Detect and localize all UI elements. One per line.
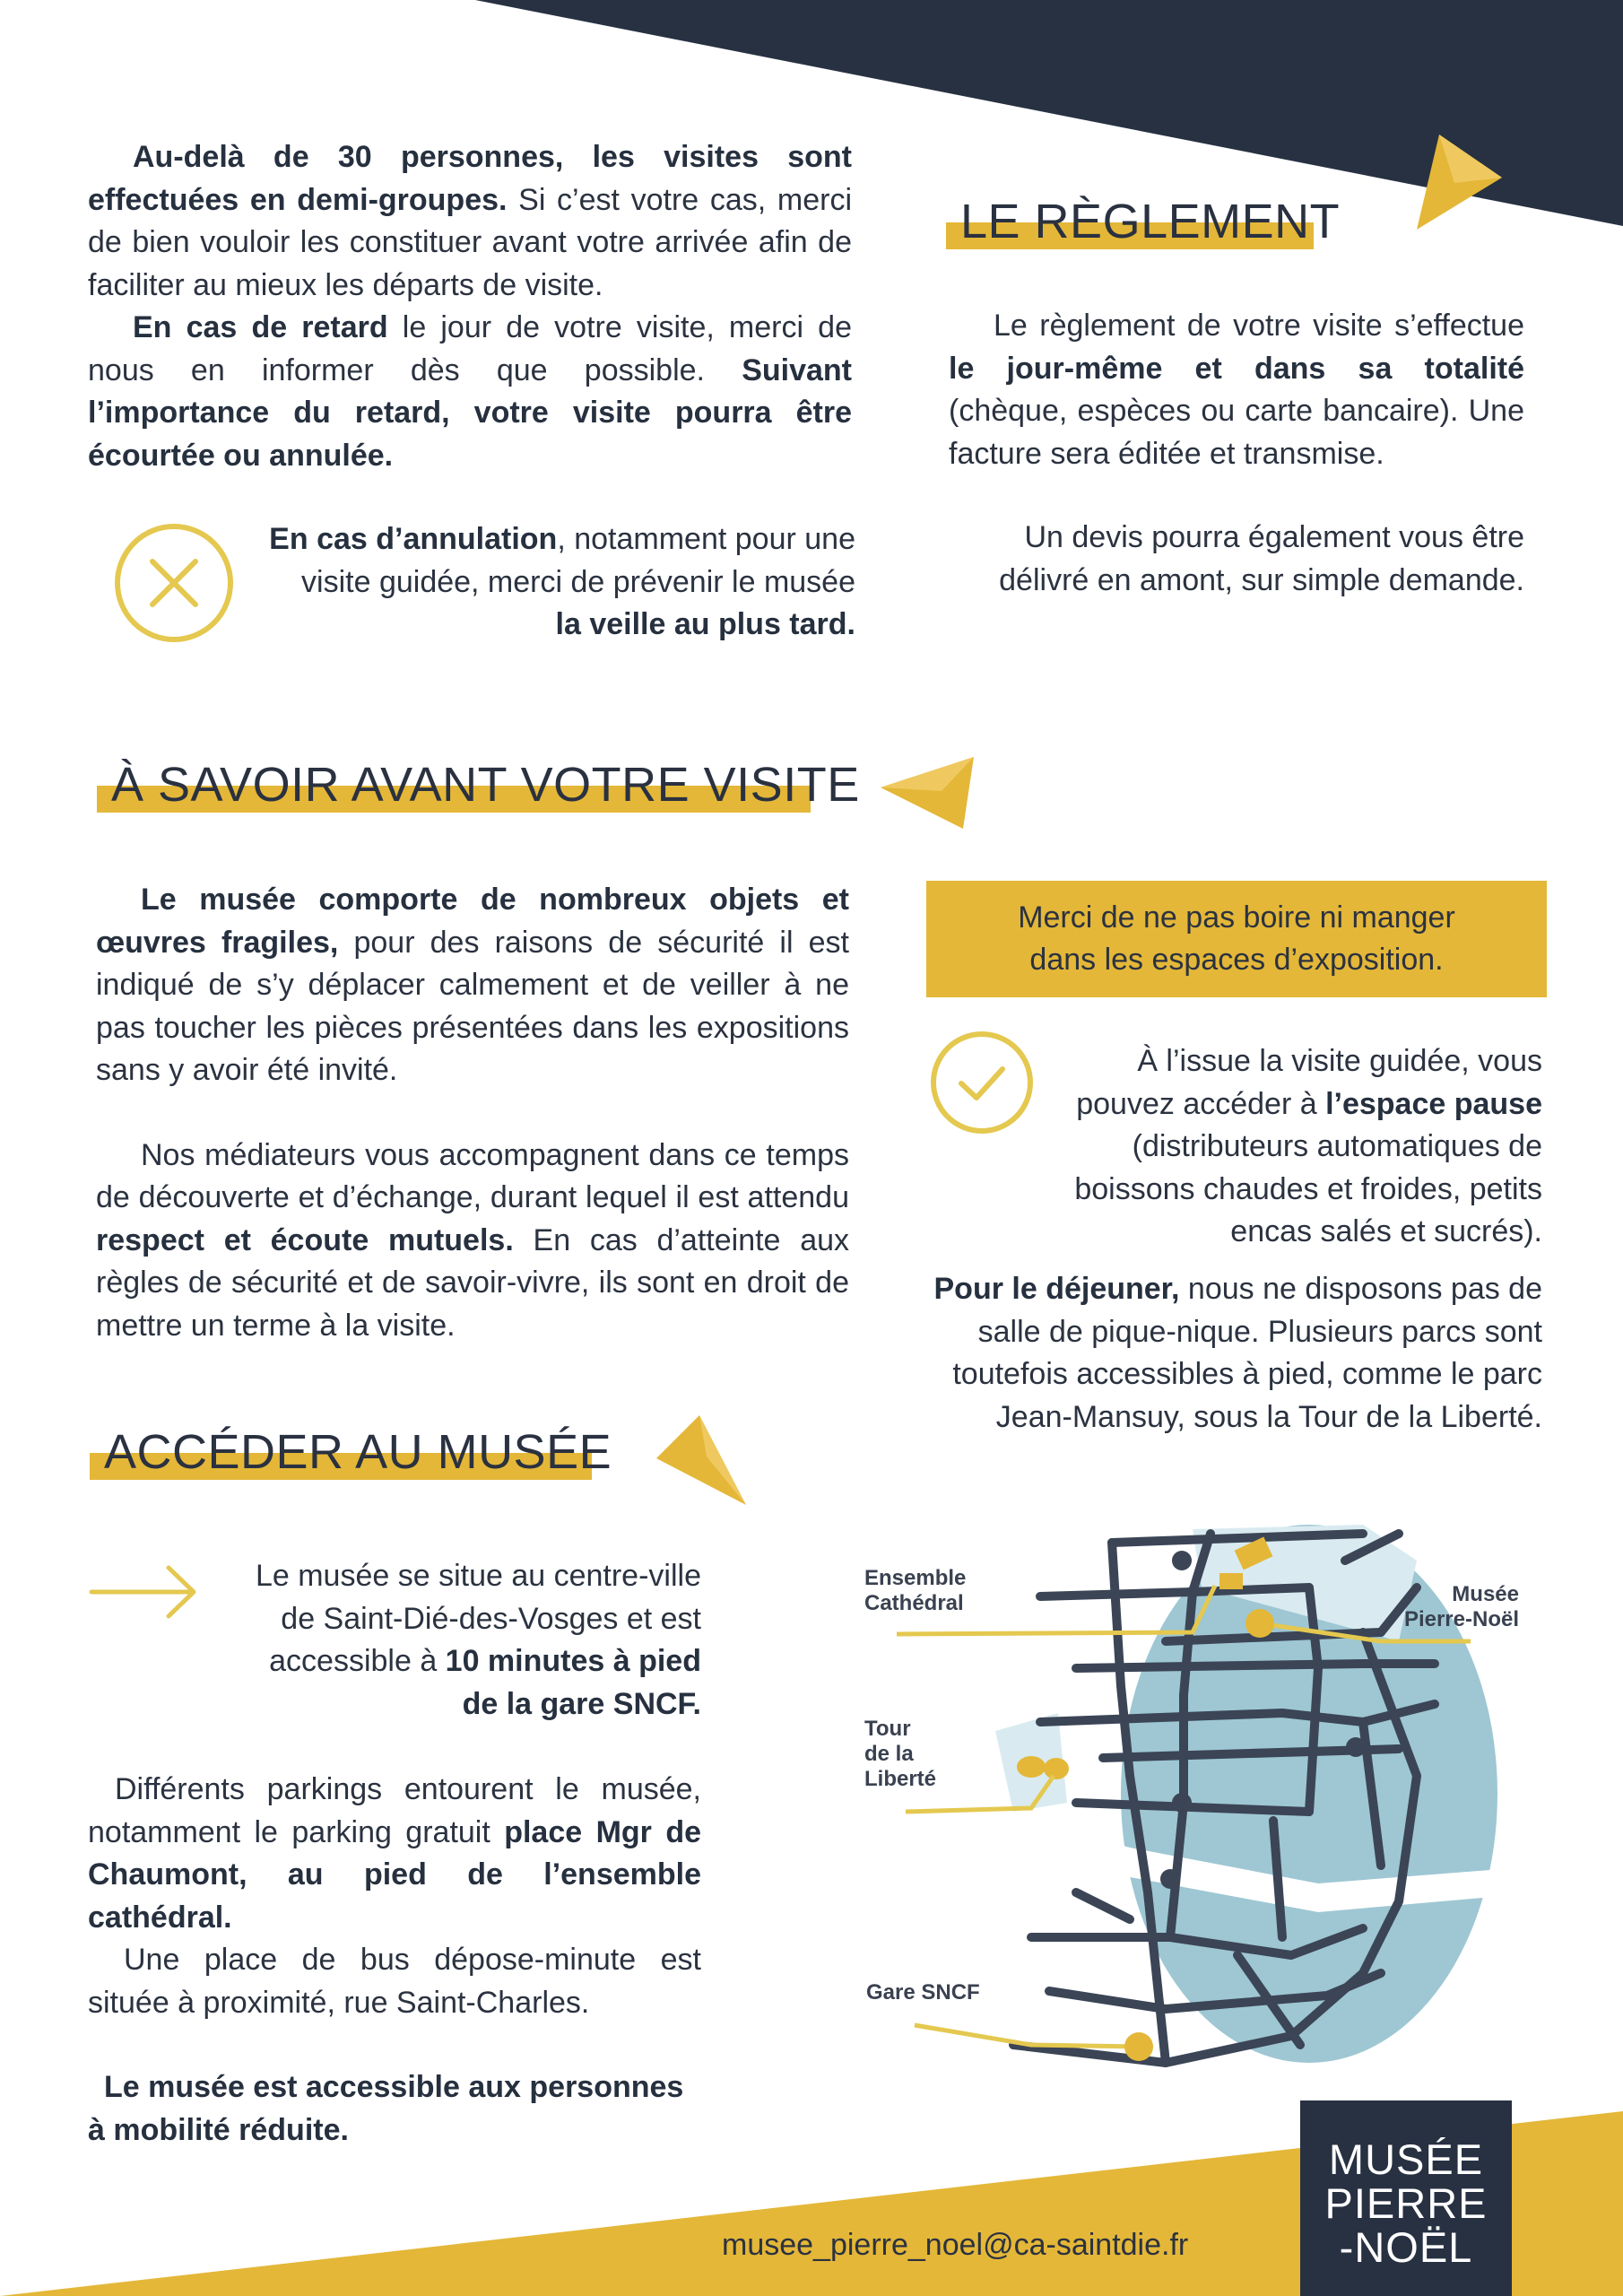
- map-label-tower: Tour de la Liberté: [864, 1717, 937, 1791]
- location-paragraph: Le musée se situe au centre-ville de Saint-Dié-des-Vosges et est accessible à 10 minutes à pied de la gare SNCF.: [255, 1559, 701, 1721]
- no-food-notice: Merci de ne pas boire ni manger dans les espaces d’exposition.: [926, 881, 1547, 997]
- paper-plane-up-icon: [655, 1413, 749, 1508]
- mediators-paragraph: Nos médiateurs vous accompagnent dans ce temps de découverte et d’échange, durant lequel il est attendu respect et écoute mutuels. En cas d’atteinte aux règles de sécurité et de savoir-vivre, ils sont en droit de mettre un terme à la visite.: [96, 1137, 850, 1343]
- accessibility-paragraph: Le musée est accessible aux personnes à mobilité réduite.: [88, 2070, 684, 2147]
- check-circle-icon: [929, 1030, 1035, 1135]
- bus-paragraph: Une place de bus dépose-minute est située à proximité, rue Saint-Charles.: [88, 1943, 701, 2020]
- cancellation-paragraph: En cas d’annulation, notamment pour une visite guidée, merci de prévenir le musée la veille au plus tard.: [269, 522, 855, 641]
- paper-plane-icon: [1408, 133, 1506, 231]
- quote-paragraph: Un devis pourra également vous être délivré en amont, sur simple demande.: [999, 520, 1524, 597]
- pause-area-paragraph: À l’issue la visite guidée, vous pouvez accéder à l’espace pause (distributeurs automatiques de boissons chaudes et froides, petits encas salés et sucrés).: [1074, 1044, 1542, 1248]
- map-label-station: Gare SNCF: [866, 1980, 980, 2005]
- paper-plane-left-icon: [879, 755, 977, 831]
- visit-groups-paragraph: Au-delà de 30 personnes, les visites sont effectuées en demi-groupes. Si c’est votre cas, merci de bien vouloir les constituer avant votre arrivée afin de faciliter au mieux les départs de visite. En cas de retard le jour de votre visite, merci de nous en informer dès que possible. Suivant l’importance du retard, votre visite pourra être écourtée ou annulée.: [88, 136, 852, 477]
- arrow-right-icon: [88, 1562, 201, 1622]
- map-label-museum: Musée Pierre-Noël: [1403, 1582, 1519, 1631]
- lunch-paragraph: Pour le déjeuner, nous ne disposons pas de salle de pique-nique. Plusieurs parcs sont toutefois accessibles à pied, comme le parc Jean-Mansuy, sous la Tour de la Liberté.: [933, 1272, 1542, 1434]
- parking-paragraph: Différents parkings entourent le musée, notamment le parking gratuit place Mgr de Chaumont, au pied de l’ensemble cathédral. Une place de bus dépose-minute est située à proximité, rue Saint-Charles.: [88, 1769, 701, 2024]
- acceder-heading: ACCÉDER AU MUSÉE: [90, 1424, 612, 1480]
- reglement-paragraph: Le règlement de votre visite s’effectue le jour-même et dans sa totalité (chèque, espèces ou carte bancaire). Une facture sera éditée et transmise.: [949, 309, 1524, 471]
- close-circle-icon: [113, 522, 235, 644]
- museum-logo: MUSÉE PIERRE -NOËL: [1300, 2100, 1512, 2296]
- map-label-cathedral: Ensemble Cathédral: [864, 1566, 967, 1615]
- reglement-heading: LE RÈGLEMENT: [946, 194, 1340, 249]
- fragile-objects-paragraph: Le musée comporte de nombreux objets et œuvres fragiles, pour des raisons de sécurité il est indiqué de s’y déplacer calmement et de veiller à ne pas toucher les pièces présentées dans les expositions sans y avoir été invité. Nos médiateurs vous accompagnent dans ce temps de découverte et d’échange, durant lequel il est attendu respect et écoute mutuels. En cas d’atteinte aux règles de sécurité et de savoir-vivre, ils sont en droit de mettre un terme à la visite.: [96, 879, 849, 1347]
- savoir-heading: À SAVOIR AVANT VOTRE VISITE: [97, 757, 860, 813]
- late-arrival-paragraph: En cas de retard le jour de votre visite, merci de nous en informer dès que possible. Suivant l’importance du retard, votre visite pourra être écourtée ou annulée.: [88, 310, 852, 473]
- contact-email-link[interactable]: musee_pierre_noel@ca-saintdie.fr: [722, 2228, 1189, 2262]
